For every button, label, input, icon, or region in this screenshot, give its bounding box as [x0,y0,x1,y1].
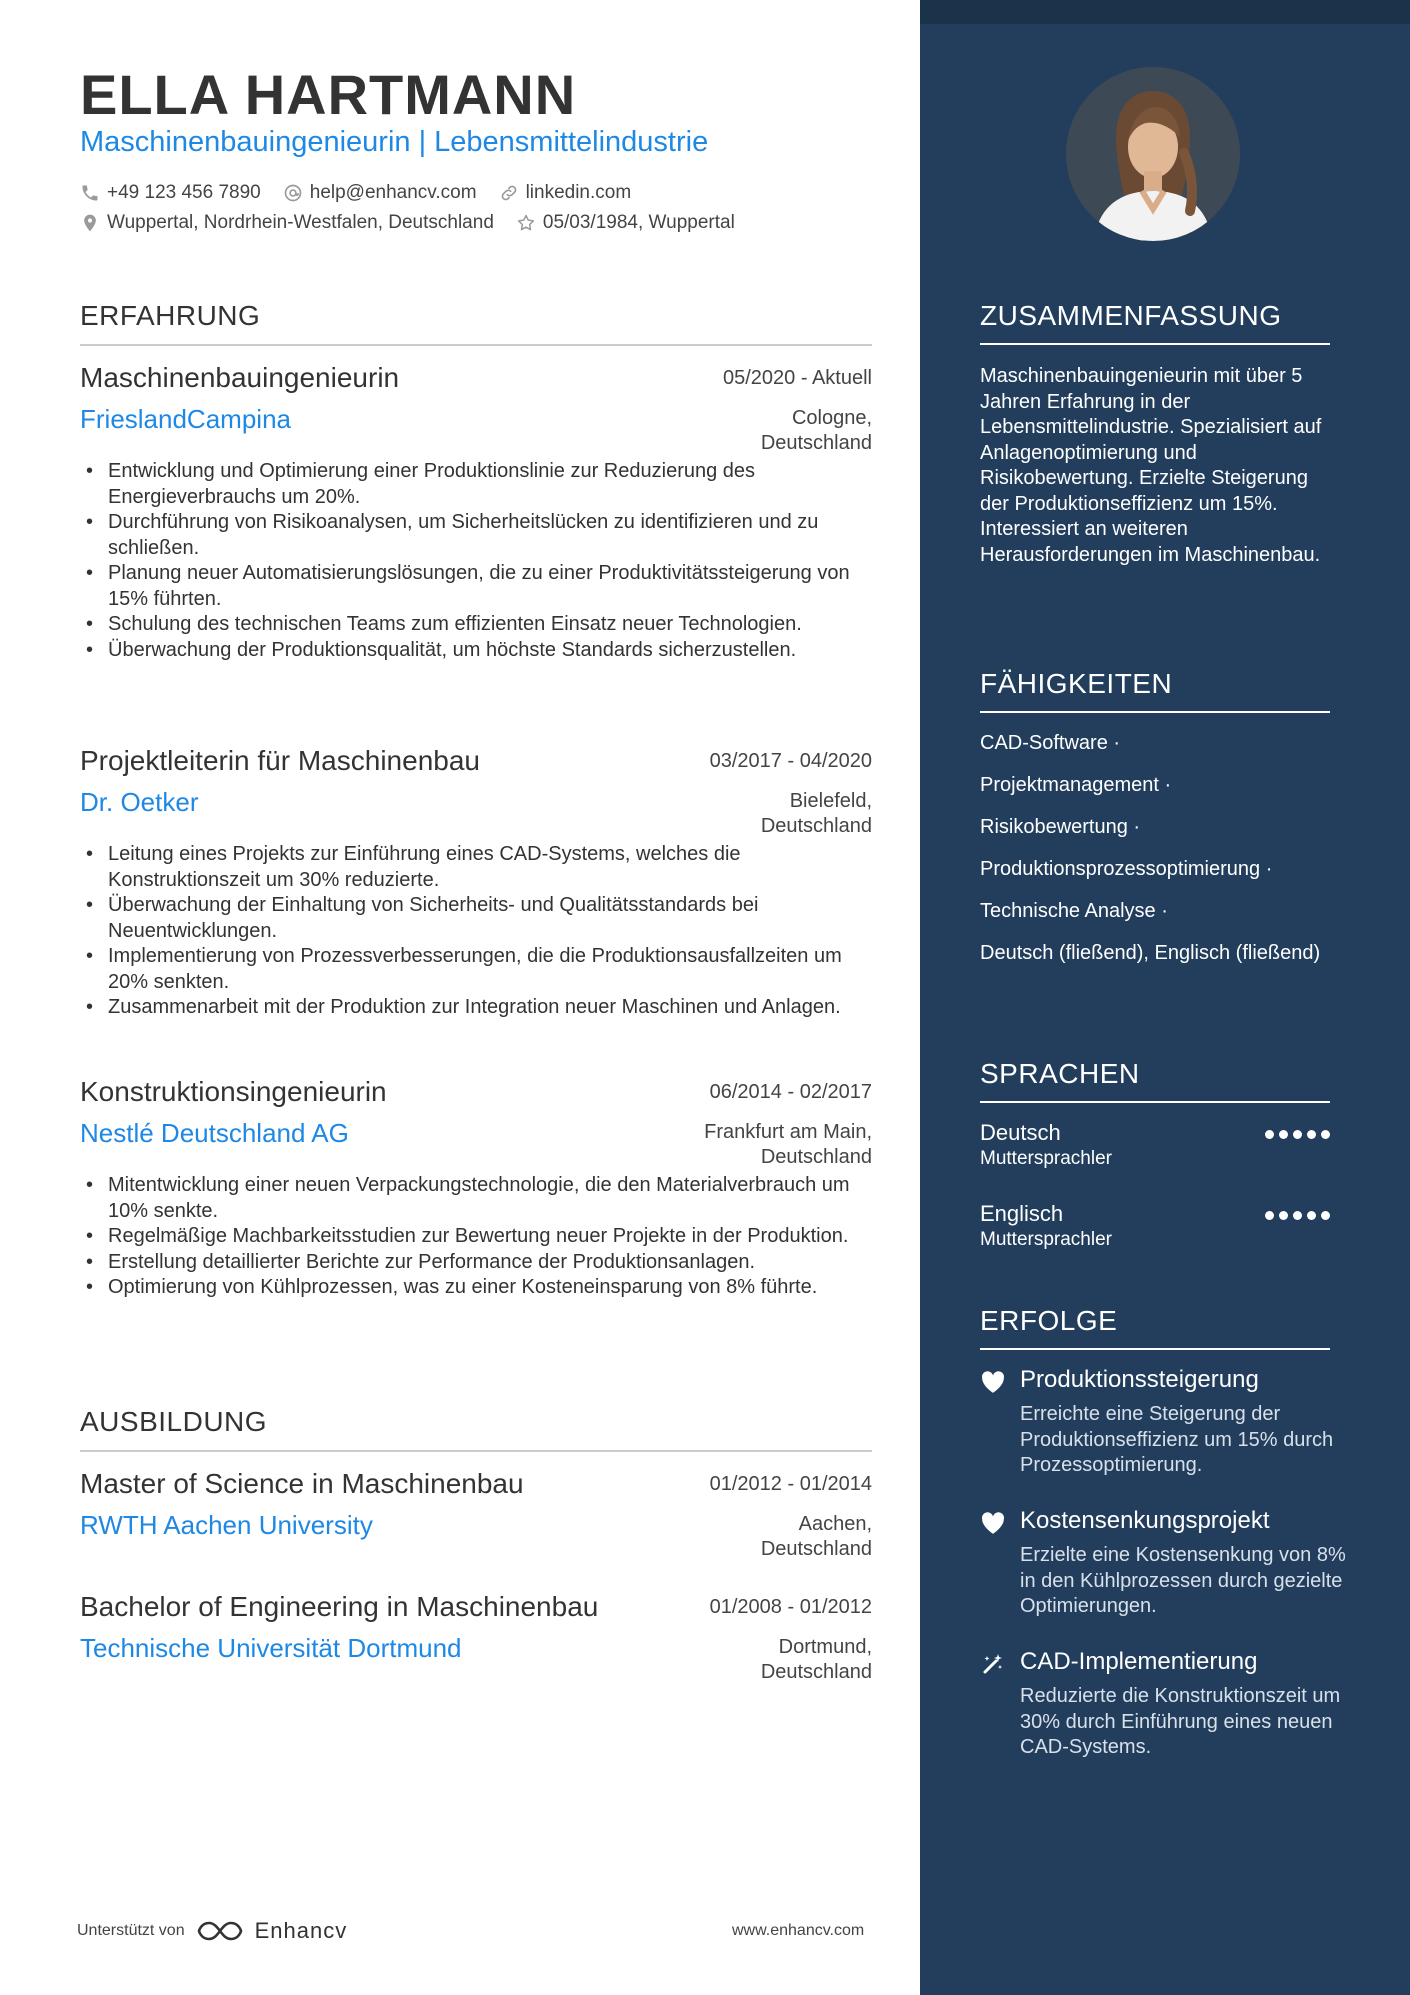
job-location-line2: Deutschland [760,1146,872,1168]
powered-by-text: Unterstützt von [77,1922,185,1939]
job-bullet: • Schulung des technischen Teams zum effizienten Einsatz neuer Technologien. [108,612,872,638]
location-text: Wuppertal, Nordrhein-Westfalen, Deutschland [107,212,494,233]
job-role: Konstruktionsingenieurin [80,1076,387,1107]
magic-wand-icon [980,1652,1006,1676]
job-entry-1 [80,362,872,663]
language-name: Deutsch [980,1120,1061,1145]
achievement-description: Reduzierte die Konstruktionszeit um 30% durch Einführung eines neuen CAD-Systems. [1020,1685,1341,1758]
summary-section-title: ZUSAMMENFASSUNG [980,300,1330,345]
education-degree: Master of Science in Maschinenbau [80,1468,524,1499]
job-company[interactable]: Dr. Oetker [80,787,199,817]
language-rating [1265,1130,1330,1139]
language-name: Englisch [980,1201,1064,1226]
job-bullets [80,842,872,1021]
rating-dot [1307,1130,1316,1139]
job-location-line2: Deutschland [760,432,872,454]
language-rating [1265,1211,1330,1220]
achievement-title: Kostensenkungsprojekt [1020,1507,1270,1534]
avatar [1066,67,1240,241]
achievement-title: Produktionssteigerung [1020,1366,1259,1393]
job-bullet: • Planung neuer Automatisierungslösungen, die zu einer Produktivitätssteigerung von 15% führten. [108,561,872,612]
job-bullet: • Zusammenarbeit mit der Produktion zur Integration neuer Maschinen und Anlagen. [108,995,872,1021]
job-location-line1: Frankfurt am Main, [704,1121,872,1143]
candidate-subtitle: Maschinenbauingenieurin | Lebensmittelindustrie [80,126,709,158]
sidebar [920,0,1410,1995]
job-bullet: • Optimierung von Kühlprozessen, was zu einer Kosteneinsparung von 8% führte. [108,1275,872,1301]
education-school[interactable]: Technische Universität Dortmund [80,1633,462,1663]
rating-dot [1265,1211,1274,1220]
achievement-item [980,1648,1350,1761]
skill-item: Risikobewertung · [980,816,1141,838]
phone-text: +49 123 456 7890 [107,182,261,203]
enhancv-logo-icon [197,1919,243,1943]
education-degree: Bachelor of Engineering in Maschinenbau [80,1591,599,1622]
job-bullet: • Überwachung der Einhaltung von Sicherheits- und Qualitätsstandards bei Neuentwicklungen. [108,893,872,944]
job-bullet: • Implementierung von Prozessverbesserungen, die die Produktionsausfallzeiten um 20% senkten. [108,944,872,995]
job-dates: 03/2017 - 04/2020 [709,750,872,772]
footer-website[interactable]: www.enhancv.com [732,1922,865,1939]
job-bullet: • Entwicklung und Optimierung einer Produktionslinie zur Reduzierung des Energieverbrauchs um 20%. [108,459,872,510]
achievements-section-title: ERFOLGE [980,1305,1330,1350]
achievement-item [980,1366,1350,1479]
education-location-line1: Aachen, [798,1513,872,1535]
job-location [761,789,872,839]
education-entry-2 [80,1591,872,1683]
skill-item: Technische Analyse · [980,900,1168,922]
heart-icon [980,1370,1006,1394]
language-item-englisch [980,1201,1330,1251]
job-entry-2 [80,745,872,1021]
education-location [761,1635,872,1685]
education-school[interactable]: RWTH Aachen University [80,1510,373,1540]
linkedin-text[interactable]: linkedin.com [525,182,632,203]
language-item-deutsch [980,1120,1330,1170]
location-pin-icon [80,213,100,233]
education-location-line2: Deutschland [760,1661,872,1683]
education-section-title: AUSBILDUNG [80,1406,872,1452]
job-bullet: • Durchführung von Risikoanalysen, um Sicherheitslücken zu identifizieren und zu schließen. [108,510,872,561]
rating-dot [1279,1130,1288,1139]
footer-powered-by [77,1918,347,1944]
rating-dot [1321,1211,1330,1220]
linkedin-contact[interactable] [499,182,632,204]
job-dates: 06/2014 - 02/2017 [709,1081,872,1103]
achievement-description: Erreichte eine Steigerung der Produktionseffizienz um 15% durch Prozessoptimierung. [1020,1403,1334,1476]
job-location-line1: Cologne, [791,407,872,429]
job-location-line2: Deutschland [760,815,872,837]
rating-dot [1279,1211,1288,1220]
link-icon [499,183,519,203]
skill-item: Projektmanagement · [980,774,1172,796]
rating-dot [1293,1130,1302,1139]
location-contact [80,212,494,234]
education-dates: 01/2008 - 01/2012 [709,1596,872,1618]
at-icon [283,183,303,203]
skill-item: Produktionsprozessoptimierung · [980,858,1273,880]
rating-dot [1265,1130,1274,1139]
experience-section-title: ERFAHRUNG [80,300,872,346]
email-contact[interactable] [283,182,477,204]
job-location-line1: Bielefeld, [789,790,872,812]
birth-contact [516,212,735,234]
star-icon [516,213,536,233]
job-entry-3 [80,1076,872,1301]
summary-text: Maschinenbauingenieurin mit über 5 Jahren Erfahrung in der Lebensmittelindustrie. Spezialisiert auf Anlagenoptimierung und Risikobewertung. Erzielte Steigerung der Produktionseffizienz um 15%. Interessiert an weiteren Herausforderungen im Maschinenbau. [980,365,1322,566]
rating-dot [1321,1130,1330,1139]
skill-item: CAD-Software · [980,732,1121,754]
email-text[interactable]: help@enhancv.com [309,182,477,203]
birth-text: 05/03/1984, Wuppertal [542,212,735,233]
education-location-line1: Dortmund, [778,1636,872,1658]
education-dates: 01/2012 - 01/2014 [709,1473,872,1495]
rating-dot [1293,1211,1302,1220]
job-role: Projektleiterin für Maschinenbau [80,745,480,776]
languages-section-title: SPRACHEN [980,1058,1330,1103]
job-role: Maschinenbauingenieurin [80,362,400,393]
achievement-title: CAD-Implementierung [1020,1648,1258,1675]
skill-item: Deutsch (fließend), Englisch (fließend) [980,942,1321,964]
job-bullets [80,459,872,663]
portrait-photo [1066,67,1240,241]
candidate-name: ELLA HARTMANN [80,63,577,126]
education-entry-1 [80,1468,872,1560]
contact-row-2 [80,212,735,234]
education-location-line2: Deutschland [760,1538,872,1560]
language-level: Muttersprachler [980,1229,1112,1250]
job-bullet: • Leitung eines Projekts zur Einführung eines CAD-Systems, welches die Konstruktionszeit um 30% reduzierte. [108,842,872,893]
achievement-description: Erzielte eine Kostensenkung von 8% in den Kühlprozessen durch gezielte Optimierungen. [1020,1544,1346,1617]
rating-dot [1307,1211,1316,1220]
skills-section-title: FÄHIGKEITEN [980,668,1330,713]
phone-contact [80,182,261,204]
language-level: Muttersprachler [980,1148,1112,1169]
education-location [761,1512,872,1562]
job-location [704,1120,872,1170]
job-dates: 05/2020 - Aktuell [723,367,872,389]
phone-icon [80,183,100,203]
job-bullet: • Mitentwicklung einer neuen Verpackungstechnologie, die den Materialverbrauch um 10% senkte. [108,1173,872,1224]
enhancv-brand: Enhancv [254,1918,348,1943]
job-bullet: • Regelmäßige Machbarkeitsstudien zur Bewertung neuer Projekte in der Produktion. [108,1224,872,1250]
heart-icon [980,1511,1006,1535]
sidebar-top-bar [920,0,1410,24]
job-bullets [80,1173,872,1301]
job-company[interactable]: Nestlé Deutschland AG [80,1118,349,1148]
job-location [761,406,872,456]
job-bullet: • Überwachung der Produktionsqualität, um höchste Standards sicherzustellen. [108,638,872,664]
job-company[interactable]: FrieslandCampina [80,404,291,434]
contact-row-1 [80,182,631,204]
job-bullet: • Erstellung detaillierter Berichte zur Performance der Produktionsanlagen. [108,1250,872,1276]
achievement-item [980,1507,1350,1620]
